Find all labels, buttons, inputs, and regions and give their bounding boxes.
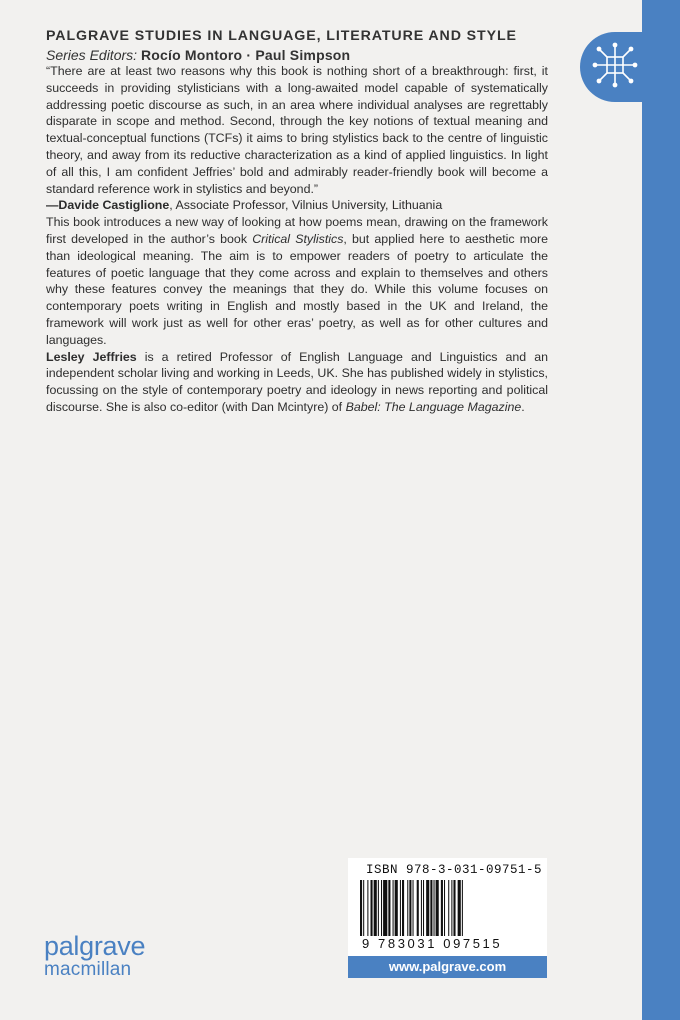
publisher-line2: macmillan: [44, 959, 132, 980]
endorser-role: , Associate Professor, Vilnius University, Lithuania: [169, 198, 443, 213]
back-cover-text: [46, 28, 548, 416]
bio-text: is a retired Professor of English Language and Linguistics and an independent scholar living and working in Leeds, UK. She has published widely in stylistics, focussing on the style of contemporary poetry and ideology in news reporting and political discourse. She is also co-editor (with Dan Mcintyre) of: [46, 349, 548, 414]
author-bio: [46, 349, 548, 416]
description-part2: , but applied here to aesthetic more than ideological meaning. The aim is to empower readers of poetry to articulate the features of poetic language that they come across and explain to themselves and others why these features convey the meanings that they do. While this volume focuses on contemporary poets writing in English and mostly based in the UK and Ireland, the framework will work just as well for other eras’ poetry, as well as for other cultures and languages.: [46, 231, 548, 347]
website-link[interactable]: www.palgrave.com: [348, 956, 547, 978]
barcode-icon: [360, 880, 536, 936]
isbn-label: ISBN 978-3-031-09751-5: [366, 863, 543, 877]
endorsement-quote: “There are at least two reasons why this book is nothing short of a breakthrough: first, it succeeds in providing stylisticians with a long-awaited model capable of systematically addressing poetic discourse as such, in an area where individual analyses are regrettably disparate in scope and method. Second, through the key notions of textual meaning and textual-conceptual functions (TCFs) it aims to bring stylistics back to the centre of linguistic theory, and away from its reductive characterization as a kind of applied linguistics. In light of all this, I am confident Jeffries’ bold and admirably reader-friendly book will become a standard reference work in stylistics and beyond.”: [46, 64, 548, 196]
palgrave-network-logo-icon: [592, 42, 638, 88]
endorsement-attribution: [46, 197, 548, 214]
publisher-logo: [44, 932, 145, 980]
isbn-digits: 9 783031 097515: [362, 936, 503, 951]
logo-tab: [580, 32, 680, 102]
bio-end: .: [521, 399, 525, 414]
series-editors-names: Rocío Montoro · Paul Simpson: [140, 47, 351, 63]
book-description: [46, 214, 548, 348]
isbn-barcode-box: [348, 858, 547, 956]
description-part1: This book introduces a new way of looking at how poems mean, drawing on the framework first developed in the author’s book: [46, 215, 548, 246]
series-title: PALGRAVE STUDIES IN LANGUAGE, LITERATURE AND STYLE: [46, 28, 517, 44]
magazine-title: Babel: The Language Magazine: [345, 399, 522, 414]
endorser-name: —Davide Castiglione: [46, 198, 170, 213]
spine-bar: [642, 0, 680, 1020]
publisher-line1: palgrave: [44, 931, 146, 961]
series-editors-label: Series Editors:: [46, 47, 138, 63]
referenced-book-title: Critical Stylistics: [252, 231, 344, 246]
series-editors: [46, 47, 548, 63]
author-name: Lesley Jeffries: [46, 349, 137, 364]
